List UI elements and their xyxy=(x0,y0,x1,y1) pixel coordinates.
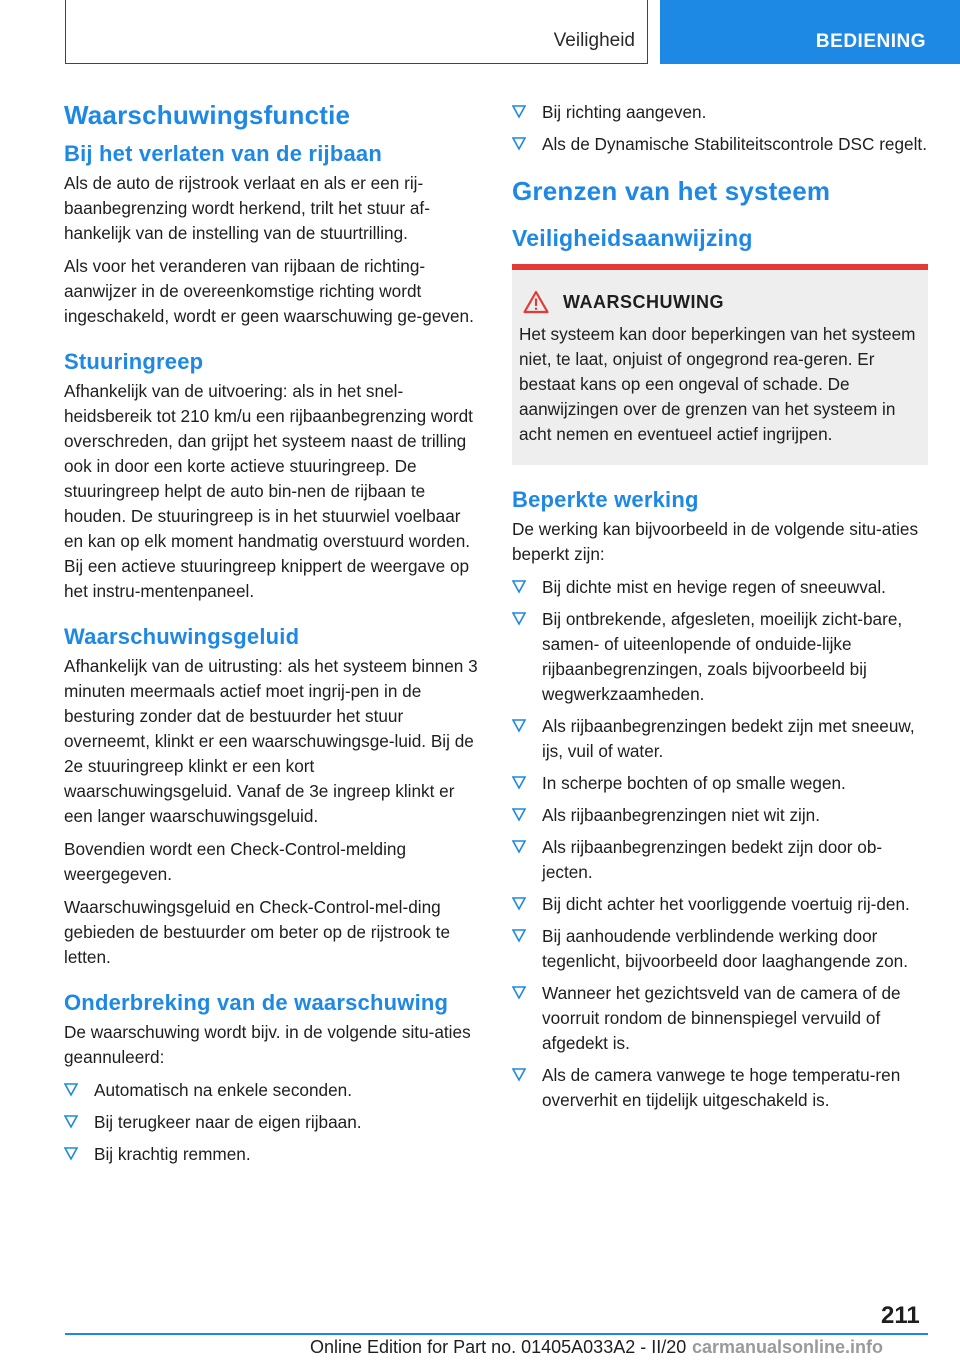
list-item: Bij dichte mist en hevige regen of sneeuwval. xyxy=(512,575,928,600)
left-column xyxy=(64,100,482,1174)
list-item: Als rijbaanbegrenzingen bedekt zijn door ob-jecten. xyxy=(512,835,928,885)
paragraph: Bovendien wordt een Check-Control-melding weergegeven. xyxy=(64,839,407,884)
list-item: Als de camera vanwege te hoge temperatu-ren oververhit en tijdelijk uitgeschakeld is. xyxy=(512,1063,928,1113)
header-chapter-tab: BEDIENING xyxy=(660,0,960,64)
triangle-bullet-icon xyxy=(512,897,526,911)
page-number: 211 xyxy=(881,1302,920,1329)
header-section-title: Veiligheid xyxy=(553,30,635,51)
warning-title: WAARSCHUWING xyxy=(563,291,724,312)
triangle-bullet-icon xyxy=(512,776,526,790)
list-item: Bij richting aangeven. xyxy=(512,100,928,125)
triangle-bullet-icon xyxy=(512,1068,526,1082)
limitations-list xyxy=(512,575,928,1113)
list-item: In scherpe bochten of op smalle wegen. xyxy=(512,771,928,796)
list-item: Bij terugkeer naar de eigen rijbaan. xyxy=(64,1110,482,1135)
triangle-bullet-icon xyxy=(512,719,526,733)
triangle-bullet-icon xyxy=(64,1083,78,1097)
list-item: Bij ontbrekende, afgesleten, moeilijk zicht-bare, samen- of uiteenlopende of onduide-lijke rijbaanbegrenzingen, zoals bijvoorbeeld bij wegwerkzaamheden. xyxy=(512,607,928,707)
triangle-bullet-icon xyxy=(512,929,526,943)
list-item: Als rijbaanbegrenzingen bedekt zijn met sneeuw, ijs, vuil of water. xyxy=(512,714,928,764)
heading-safety-notice: Veiligheidsaanwijzing xyxy=(512,225,753,251)
warning-text: Het systeem kan door beperkingen van het systeem niet, te laat, onjuist of ongegrond rea-geren. Er bestaat kans op een ongeval of schade. De aanwijzingen over de grenzen van het systeem in acht nemen en eventueel actief ingrijpen. xyxy=(519,324,916,444)
heading-steering-intervention: Stuuringreep xyxy=(64,349,204,374)
paragraph: Afhankelijk van de uitvoering: als in het snel-heidsbereik tot 210 km/u een rijbaanbegrenzing wordt overschreden, dan grijpt het systeem naast de trilling ook in door een korte actieve stuuringreep. De stuuringreep helpt de auto bin-nen de rijbaan te houden. De stuuringreep is in het stuurwiel voelbaar en kan op elk moment handmatig overstuurd worden. Bij een actieve stuuringreep knippert de weergave op het instru-mentenpaneel. xyxy=(64,381,473,601)
list-item: Als de Dynamische Stabiliteitscontrole DSC regelt. xyxy=(512,132,928,157)
triangle-bullet-icon xyxy=(512,986,526,1000)
triangle-bullet-icon xyxy=(512,580,526,594)
heading-warning-interruption: Onderbreking van de waarschuwing xyxy=(64,990,449,1015)
continued-list xyxy=(512,100,928,157)
paragraph: Waarschuwingsgeluid en Check-Control-mel-ding gebieden de bestuurder om beter op de rijstrook te letten. xyxy=(64,897,451,967)
paragraph: Als de auto de rijstrook verlaat en als er een rij-baanbegrenzing wordt herkend, trilt het stuur af-hankelijk van de instelling van de stuurtrilling. xyxy=(64,173,430,243)
heading-system-limits: Grenzen van het systeem xyxy=(512,176,831,206)
paragraph: De werking kan bijvoorbeeld in de volgende situ-aties beperkt zijn: xyxy=(512,519,919,564)
list-item: Bij krachtig remmen. xyxy=(64,1142,482,1167)
triangle-bullet-icon xyxy=(512,105,526,119)
triangle-bullet-icon xyxy=(512,840,526,854)
list-item: Bij dicht achter het voorliggende voertuig rij-den. xyxy=(512,892,928,917)
heading-warning-sound: Waarschuwingsgeluid xyxy=(64,624,300,649)
warning-triangle-icon xyxy=(523,290,549,314)
heading-warning-function: Waarschuwingsfunctie xyxy=(64,100,351,130)
paragraph: Afhankelijk van de uitrusting: als het systeem binnen 3 minuten meermaals actief moet ingrij-pen in de besturing zonder dat de bestuurder het stuur overneemt, klinkt er een waarschuwingsge-luid. Bij de 2e stuuringreep klinkt er een kort waarschuwingsgeluid. Vanaf de 3e ingreep klinkt er een langer waarschuwingsgeluid. xyxy=(64,656,478,826)
right-column xyxy=(512,100,928,1120)
heading-leaving-lane: Bij het verlaten van de rijbaan xyxy=(64,141,382,166)
triangle-bullet-icon xyxy=(512,808,526,822)
triangle-bullet-icon xyxy=(64,1147,78,1161)
list-item: Wanneer het gezichtsveld van de camera of de voorruit rondom de binnenspiegel vervuild of afgedekt is. xyxy=(512,981,928,1056)
list-item: Automatisch na enkele seconden. xyxy=(64,1078,482,1103)
warning-box xyxy=(512,264,928,465)
paragraph: De waarschuwing wordt bijv. in de volgende situ-aties geannuleerd: xyxy=(64,1022,471,1067)
paragraph: Als voor het veranderen van rijbaan de richting-aanwijzer in de overeenkomstige richting wordt ingeschakeld, wordt er geen waarschuwing ge-geven. xyxy=(64,256,474,326)
triangle-bullet-icon xyxy=(512,612,526,626)
footer-watermark: carmanualsonline.info xyxy=(692,1337,884,1357)
footer-divider xyxy=(65,1333,928,1335)
interruption-list xyxy=(64,1078,482,1167)
list-item: Als rijbaanbegrenzingen niet wit zijn. xyxy=(512,803,928,828)
heading-limited-function: Beperkte werking xyxy=(512,487,699,512)
triangle-bullet-icon xyxy=(512,137,526,151)
triangle-bullet-icon xyxy=(64,1115,78,1129)
list-item: Bij aanhoudende verblindende werking door tegenlicht, bijvoorbeeld door laaghangende zon. xyxy=(512,924,928,974)
footer-edition: Online Edition for Part no. 01405A033A2 - II/20 xyxy=(310,1337,687,1357)
